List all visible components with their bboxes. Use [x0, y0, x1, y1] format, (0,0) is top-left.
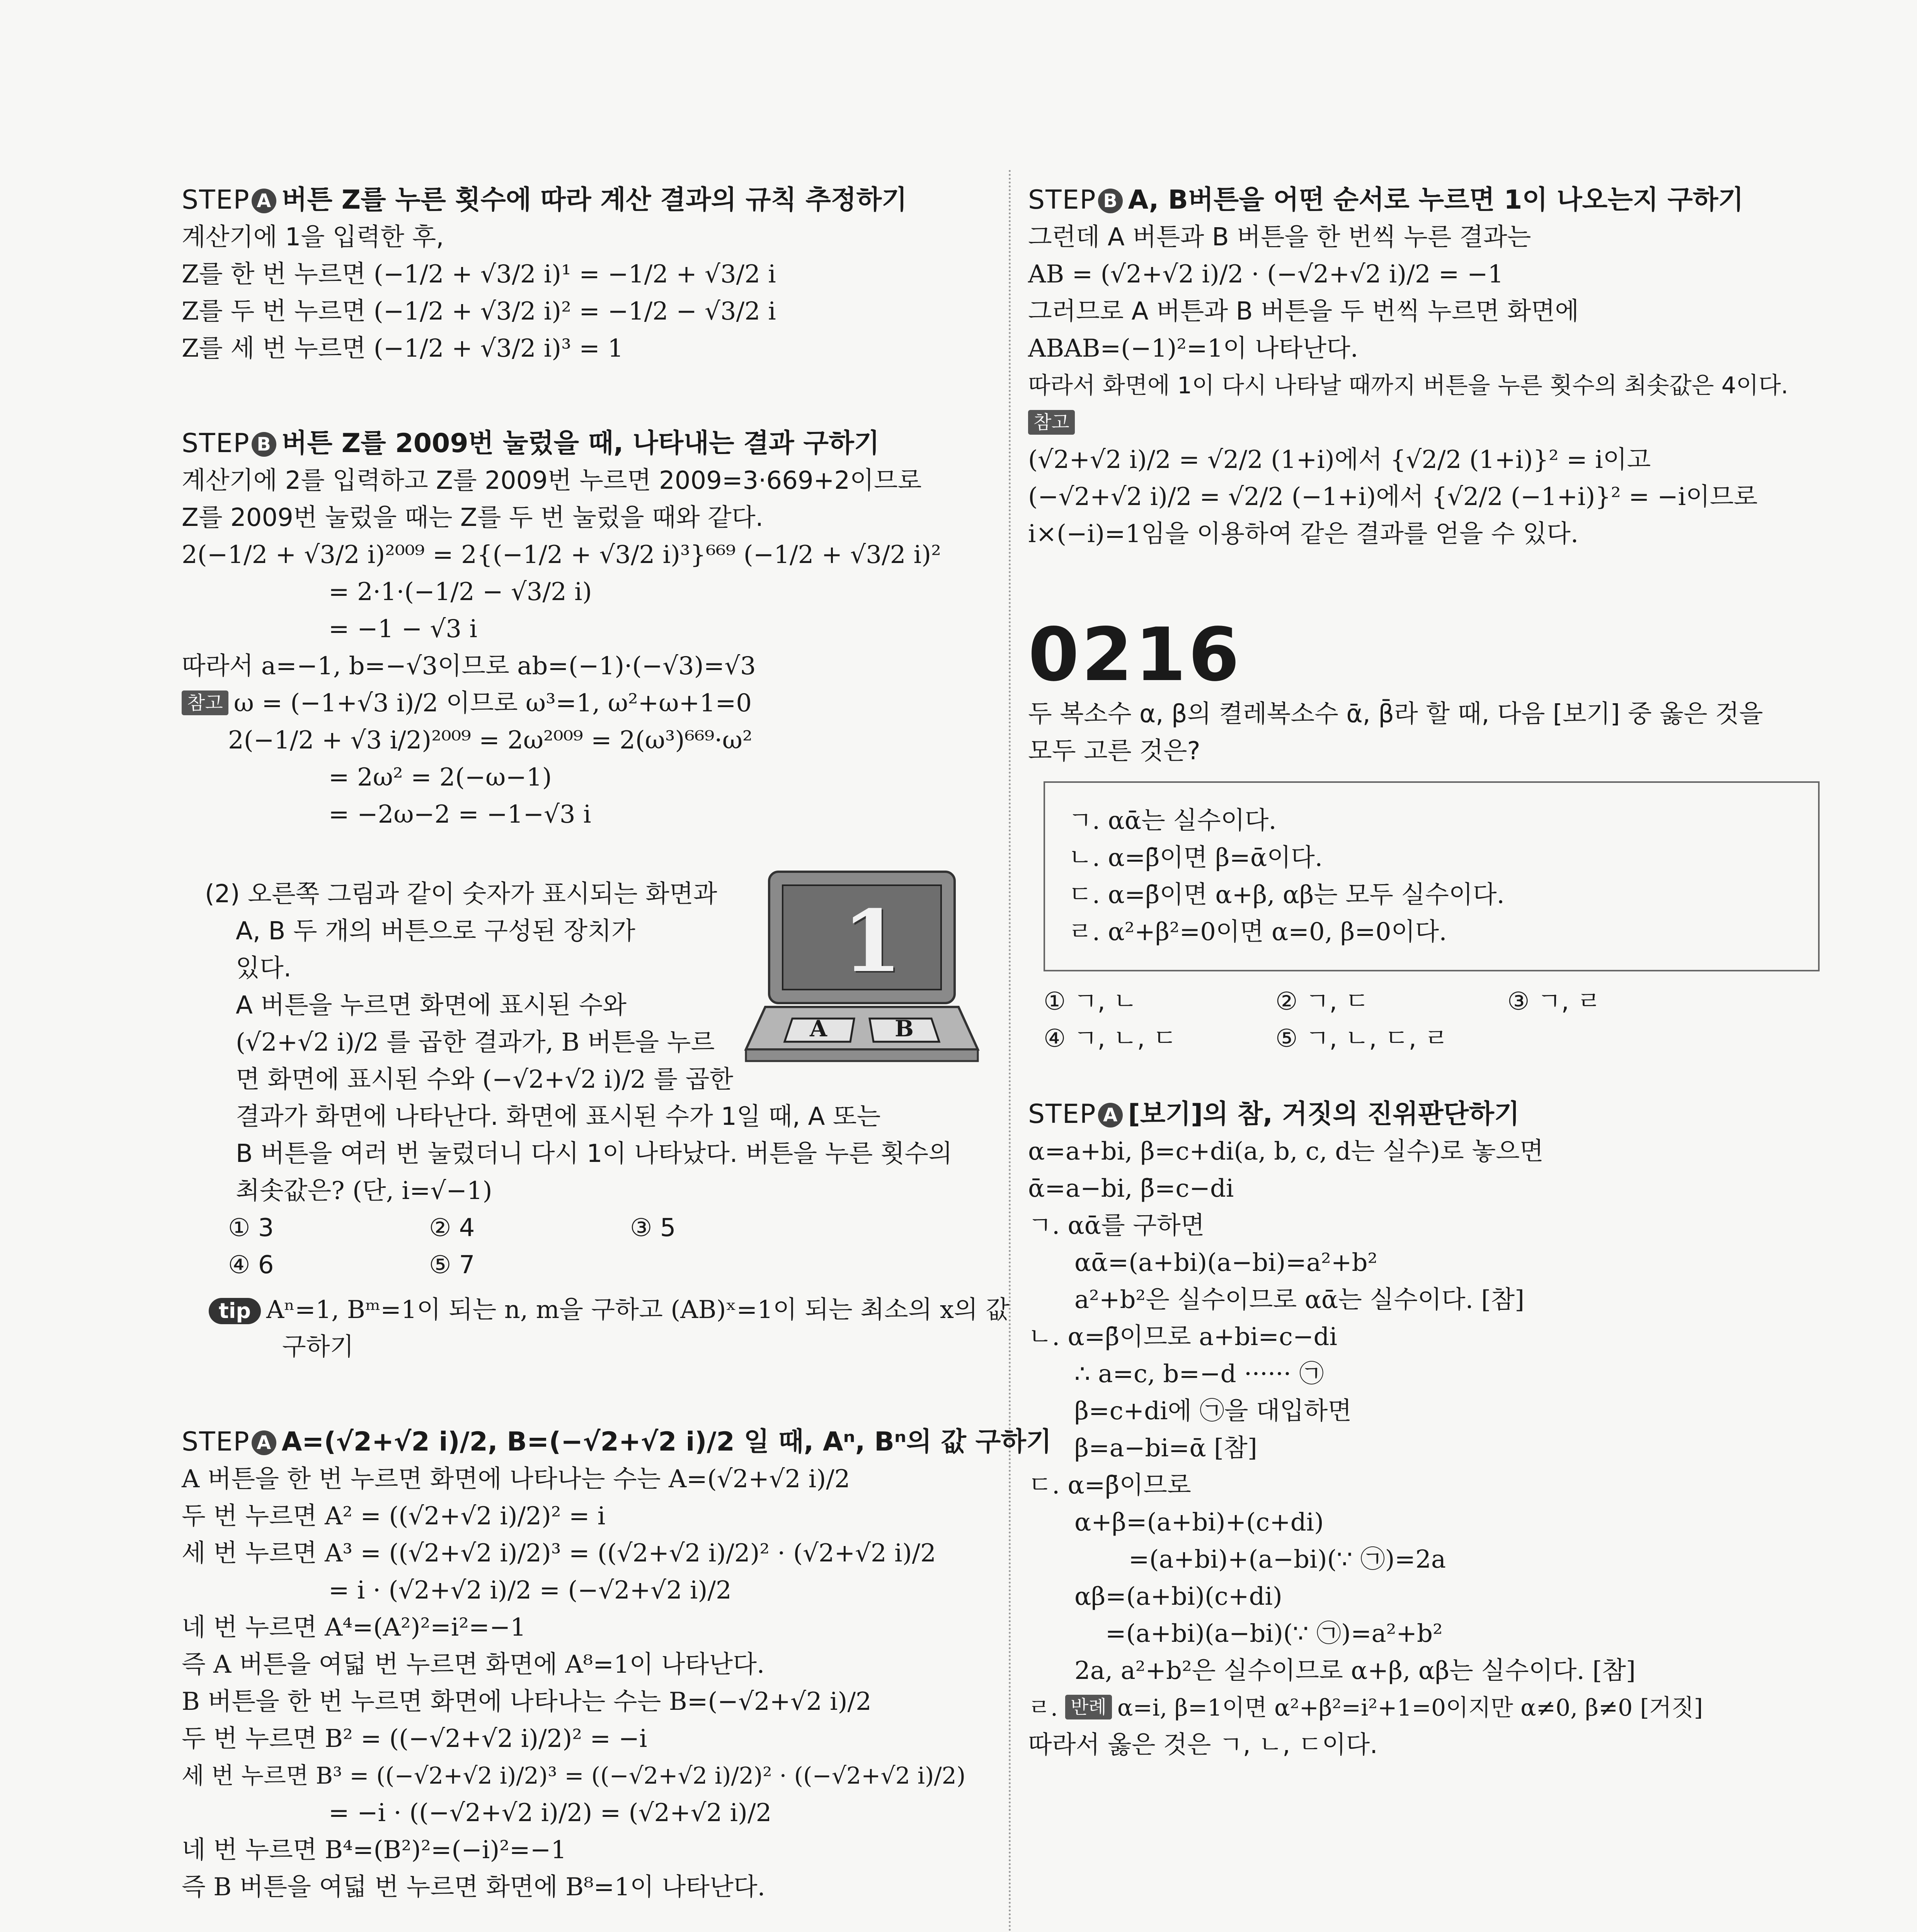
math-line: 두 번 누르면 B² = ((−√2+√2 i)/2)² = −i — [182, 1725, 647, 1753]
choice: ⑤ 7 — [429, 1251, 475, 1279]
note-line — [182, 685, 986, 722]
step-tag: STEP — [182, 1427, 250, 1457]
step-letter: A — [252, 1430, 276, 1455]
step-b1-heading — [182, 425, 986, 462]
step-tag: STEP — [1028, 185, 1096, 215]
math-line: β=c+di에 ㉠을 대입하면 — [1074, 1397, 1352, 1425]
text-line: Z를 2009번 눌렀을 때는 Z를 두 번 눌렀을 때와 같다. — [182, 503, 764, 532]
math-line: ∴ a=c, b=−d ······ ㉠ — [1074, 1360, 1324, 1388]
note-badge: 참고 — [1028, 410, 1075, 435]
math-line: B 버튼을 한 번 누르면 화면에 나타나는 수는 B=(−√2+√2 i)/2 — [182, 1687, 872, 1716]
choice: ④ 6 — [228, 1251, 274, 1279]
screen-digit: 1 — [843, 891, 902, 991]
step-letter: B — [1098, 189, 1123, 213]
text-line: 그러므로 A 버튼과 B 버튼을 두 번씩 누르면 화면에 — [1028, 297, 1579, 326]
math-line: 두 번 누르면 A² = ((√2+√2 i)/2)² = i — [182, 1502, 606, 1531]
counter-badge: 반례 — [1065, 1695, 1112, 1719]
math-line: i×(−i)=1임을 이용하여 같은 결과를 얻을 수 있다. — [1028, 520, 1579, 548]
math-line: =(a+bi)(a−bi)(∵ ㉠)=a²+b² — [1105, 1619, 1443, 1648]
step-a1-heading — [182, 182, 986, 219]
note-badge: 참고 — [182, 690, 228, 715]
math-line: ㄱ. αᾱ를 구하면 — [1028, 1211, 1205, 1240]
tip-badge: tip — [209, 1298, 261, 1324]
tip-line: 구하기 — [282, 1333, 354, 1361]
math-line: 2(−1/2 + √3 i/2)²⁰⁰⁹ = 2ω²⁰⁰⁹ = 2(ω³)⁶⁶⁹·ω² — [228, 726, 752, 755]
step-title: A=(√2+√2 i)/2, B=(−√2+√2 i)/2 일 때, Aⁿ, Bⁿ의 값 구하기 — [281, 1427, 1052, 1457]
counterexample-line — [1028, 1689, 1840, 1726]
problem-line: B 버튼을 여러 번 눌렀더니 다시 1이 나타났다. 버튼을 누른 횟수의 — [236, 1139, 953, 1168]
math-line: 2(−1/2 + √3/2 i)²⁰⁰⁹ = 2{(−1/2 + √3/2 i)³}⁶⁶⁹ (−1/2 + √3/2 i)² — [182, 541, 941, 569]
math-line: 2a, a²+b²은 실수이므로 α+β, αβ는 실수이다. [참] — [1074, 1656, 1636, 1685]
question-line: 모두 고른 것은? — [1028, 737, 1200, 765]
math-line: 즉 B 버튼을 여덟 번 누르면 화면에 B⁸=1이 나타난다. — [182, 1873, 765, 1901]
math-line: 세 번 누르면 A³ = ((√2+√2 i)/2)³ = ((√2+√2 i)/2)² · (√2+√2 i)/2 — [182, 1539, 936, 1568]
question-line: 두 복소수 α, β의 켤레복소수 ᾱ, β̄라 할 때, 다음 [보기] 중 옳은 것을 — [1028, 700, 1763, 728]
choice: ③ 5 — [630, 1214, 676, 1242]
note-text: ω = (−1+√3 i)/2 이므로 ω³=1, ω²+ω+1=0 — [233, 689, 752, 718]
problem-line: A, B 두 개의 버튼으로 구성된 장치가 — [236, 917, 635, 946]
column-divider — [1009, 170, 1011, 1932]
math-line: 네 번 누르면 B⁴=(B²)²=(−i)²=−1 — [182, 1836, 567, 1864]
math-line: β=a−bi=ᾱ [참] — [1074, 1434, 1257, 1463]
math-line: = 2·1·(−1/2 − √3/2 i) — [329, 578, 592, 606]
bogi-item: ㄴ. α=β̄이면 β=ᾱ이다. — [1068, 844, 1323, 872]
math-line: Z를 두 번 누르면 (−1/2 + √3/2 i)² = −1/2 − √3/2 i — [182, 297, 776, 326]
problem-line: (2) 오른쪽 그림과 같이 숫자가 표시되는 화면과 — [205, 880, 717, 908]
math-line: (−√2+√2 i)/2 = √2/2 (−1+i)에서 {√2/2 (−1+i)}² = −i이므로 — [1028, 483, 1758, 511]
problem-line: 면 화면에 표시된 수와 (−√2+√2 i)/2 를 곱한 — [236, 1065, 734, 1094]
step-b2-heading — [1028, 182, 1840, 219]
math-line: ᾱ=a−bi, β̄=c−di — [1028, 1174, 1234, 1203]
text-line: 그런데 A 버튼과 B 버튼을 한 번씩 누른 결과는 — [1028, 223, 1531, 252]
step-title: 버튼 Z를 누른 횟수에 따라 계산 결과의 규칙 추정하기 — [281, 185, 907, 215]
problem-line: A 버튼을 누르면 화면에 표시된 수와 — [236, 991, 627, 1020]
conclusion-line: 따라서 옳은 것은 ㄱ, ㄴ, ㄷ이다. — [1028, 1731, 1378, 1759]
text-line: 계산기에 2를 입력하고 Z를 2009번 누르면 2009=3·669+2이므로 — [182, 466, 922, 495]
device-illustration — [742, 868, 982, 1069]
step-tag: STEP — [182, 185, 250, 215]
math-line: = −2ω−2 = −1−√3 i — [329, 800, 591, 829]
math-line: = i · (√2+√2 i)/2 = (−√2+√2 i)/2 — [329, 1576, 732, 1605]
tip-line — [182, 1291, 1010, 1328]
math-line: = 2ω² = 2(−ω−1) — [329, 763, 552, 792]
math-line: ABAB=(−1)²=1이 나타난다. — [1028, 334, 1359, 363]
math-line: A 버튼을 한 번 누르면 화면에 나타나는 수는 A=(√2+√2 i)/2 — [182, 1465, 850, 1493]
math-line: αβ=(a+bi)(c+di) — [1074, 1582, 1282, 1611]
key-a-label: A — [810, 1015, 827, 1042]
math-line: = −1 − √3 i — [329, 615, 477, 643]
math-line: αᾱ=(a+bi)(a−bi)=a²+b² — [1074, 1248, 1378, 1277]
math-line: ㄴ. α=β̄이므로 a+bi=c−di — [1028, 1323, 1337, 1351]
problem-2 — [182, 876, 1010, 1366]
math-line: 네 번 누르면 A⁴=(A²)²=i²=−1 — [182, 1613, 526, 1642]
math-line: α=a+bi, β=c+di(a, b, c, d는 실수)로 놓으면 — [1028, 1137, 1544, 1166]
bogi-item: ㄷ. α=β̄이면 α+β, αβ는 모두 실수이다. — [1068, 881, 1505, 909]
problem-line: (√2+√2 i)/2 를 곱한 결과가, B 버튼을 누르 — [236, 1028, 715, 1057]
math-line: a²+b²은 실수이므로 αᾱ는 실수이다. [참] — [1074, 1286, 1525, 1314]
choice: ① ㄱ, ㄴ — [1044, 987, 1137, 1016]
right-column — [1028, 166, 1840, 1764]
choice: ② ㄱ, ㄷ — [1275, 987, 1369, 1016]
left-column — [182, 166, 1052, 1906]
step-a2-heading — [182, 1423, 1052, 1461]
bogi-box — [1044, 781, 1820, 971]
math-line: ㄷ. α=β̄이므로 — [1028, 1471, 1191, 1500]
math-line: α+β=(a+bi)+(c+di) — [1074, 1508, 1324, 1537]
step-title: A, B버튼을 어떤 순서로 누르면 1이 나오는지 구하기 — [1128, 185, 1744, 215]
step-a3-heading — [1028, 1096, 1840, 1133]
bogi-item: ㄱ. αᾱ는 실수이다. — [1068, 806, 1277, 835]
math-line: Z를 한 번 누르면 (−1/2 + √3/2 i)¹ = −1/2 + √3/2 i — [182, 260, 776, 289]
counter-text: α=i, β=1이면 α²+β²=i²+1=0이지만 α≠0, β≠0 [거짓] — [1117, 1694, 1703, 1721]
step-letter: A — [1098, 1103, 1123, 1128]
keyboard-edge — [746, 1049, 978, 1061]
choice: ② 4 — [429, 1214, 475, 1242]
math-line: 세 번 누르면 B³ = ((−√2+√2 i)/2)³ = ((−√2+√2 i)/2)² · ((−√2+√2 i)/2) — [182, 1762, 966, 1789]
step-tag: STEP — [1028, 1099, 1096, 1129]
text-line: 따라서 화면에 1이 다시 나타날 때까지 버튼을 누른 횟수의 최솟값은 4이다. — [1028, 372, 1788, 399]
keyboard-base — [746, 1007, 978, 1049]
math-line: (√2+√2 i)/2 = √2/2 (1+i)에서 {√2/2 (1+i)}² = i이고 — [1028, 446, 1651, 474]
math-line: 즉 A 버튼을 여덟 번 누르면 화면에 A⁸=1이 나타난다. — [182, 1650, 765, 1679]
choice: ④ ㄱ, ㄴ, ㄷ — [1044, 1024, 1177, 1053]
problem-choices — [1044, 983, 1840, 1057]
choice: ① 3 — [228, 1214, 274, 1242]
problem-line: 있다. — [236, 954, 291, 983]
step-letter: B — [252, 432, 276, 457]
key-b-label: B — [895, 1015, 914, 1042]
math-line: Z를 세 번 누르면 (−1/2 + √3/2 i)³ = 1 — [182, 334, 623, 363]
tip-text: Aⁿ=1, Bᵐ=1이 되는 n, m을 구하고 (AB)ˣ=1이 되는 최소의 x의 값 — [266, 1296, 1010, 1324]
problem-line: 결과가 화면에 나타난다. 화면에 표시된 수가 1일 때, A 또는 — [236, 1102, 881, 1131]
problem-number: 0216 — [1028, 612, 1242, 697]
math-line: 따라서 a=−1, b=−√3이므로 ab=(−1)·(−√3)=√3 — [182, 652, 756, 680]
step-title: [보기]의 참, 거짓의 진위판단하기 — [1128, 1099, 1520, 1129]
step-tag: STEP — [182, 428, 250, 459]
note-label-line — [1028, 404, 1840, 441]
step-letter: A — [252, 189, 276, 213]
step-title: 버튼 Z를 2009번 눌렀을 때, 나타내는 결과 구하기 — [281, 428, 880, 459]
problem-2-choices — [228, 1209, 986, 1284]
math-line: = −i · ((−√2+√2 i)/2) = (√2+√2 i)/2 — [329, 1799, 772, 1827]
choice: ⑤ ㄱ, ㄴ, ㄷ, ㄹ — [1275, 1024, 1449, 1053]
math-line: AB = (√2+√2 i)/2 · (−√2+√2 i)/2 = −1 — [1028, 260, 1504, 289]
counter-prefix: ㄹ. — [1028, 1694, 1058, 1721]
choice: ③ ㄱ, ㄹ — [1507, 987, 1601, 1016]
math-line: =(a+bi)+(a−bi)(∵ ㉠)=2a — [1129, 1545, 1446, 1574]
problem-line: 최솟값은? (단, i=√−1) — [236, 1177, 492, 1205]
bogi-item: ㄹ. α²+β²=0이면 α=0, β=0이다. — [1068, 918, 1447, 946]
text-line: 계산기에 1을 입력한 후, — [182, 223, 444, 252]
